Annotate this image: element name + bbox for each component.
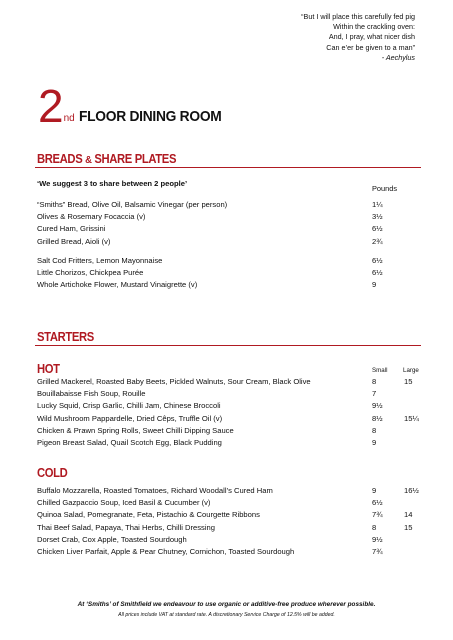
epigraph-quote (195, 12, 415, 63)
menu-item (37, 497, 427, 509)
menu-item-price: 6½ (372, 268, 383, 278)
menu-item-price: 3½ (372, 212, 383, 222)
menu-item-large-price: 14 (404, 510, 413, 520)
menu-item-small-price: 8 (372, 522, 377, 532)
menu-item-name: Olives & Rosemary Focaccia (v) (37, 212, 146, 222)
menu-item-name: Wild Mushroom Pappardelle, Dried Cêps, Truffle Oil (v) (37, 413, 223, 423)
cold-starters-list (37, 485, 427, 558)
menu-item (37, 437, 427, 449)
menu-item-name: Buffalo Mozzarella, Roasted Tomatoes, Richard Woodall’s Cured Ham (37, 486, 273, 495)
pounds-column-header: Pounds (372, 184, 398, 193)
menu-item-price: 9 (372, 280, 377, 290)
menu-item-name: Grilled Bread, Aioli (v) (37, 236, 111, 246)
menu-item-name: Dorset Crab, Cox Apple, Toasted Sourdough (37, 534, 187, 544)
menu-item (37, 425, 427, 437)
title-suffix: nd (63, 113, 75, 124)
menu-item (37, 546, 427, 558)
menu-item-name: Chicken Liver Parfait, Apple & Pear Chutney, Cornichon, Toasted Sourdough (37, 546, 295, 556)
menu-item-name: Pigeon Breast Salad, Quail Scotch Egg, Black Pudding (37, 437, 222, 447)
menu-item (37, 279, 427, 291)
page-title (38, 80, 234, 132)
quote-line: And, I pray, what nicer dish (328, 32, 415, 42)
quote-author: - Aechylus (381, 52, 415, 62)
menu-item (37, 522, 427, 534)
menu-item-small-price: 9½ (372, 401, 383, 411)
menu-item (37, 400, 427, 412)
hot-heading: HOT (37, 362, 60, 376)
menu-item-small-price: 9½ (372, 534, 383, 544)
quote-line: “But I will place this carefully fed pig (301, 12, 415, 21)
menu-item-large-price: 15 (404, 522, 413, 532)
breads-share-note: ‘We suggest 3 to share between 2 people’ (37, 179, 188, 188)
menu-item (37, 211, 427, 223)
menu-item-name: Little Chorizos, Chickpea Purée (37, 268, 144, 278)
menu-item-small-price: 7¾ (372, 510, 383, 520)
menu-item-small-price: 9 (372, 437, 377, 447)
menu-item-price: 1¼ (372, 200, 383, 209)
menu-item-large-price: 16½ (404, 486, 419, 495)
menu-item-name: Salt Cod Fritters, Lemon Mayonnaise (37, 256, 163, 265)
breads-list-2 (37, 255, 427, 292)
menu-item (37, 388, 427, 400)
quote-line: Can e’er be given to a man” (326, 42, 415, 52)
menu-item-small-price: 8½ (372, 413, 383, 423)
menu-item (37, 223, 427, 235)
menu-item-name: Whole Artichoke Flower, Mustard Vinaigrette (v) (37, 280, 198, 290)
menu-item-price: 6½ (372, 224, 383, 234)
menu-item-name: Quinoa Salad, Pomegranate, Feta, Pistachio & Courgette Ribbons (37, 510, 260, 520)
hot-starters-list (37, 376, 427, 449)
menu-item-name: Thai Beef Salad, Papaya, Thai Herbs, Chilli Dressing (37, 522, 215, 532)
menu-item-small-price: 9 (372, 486, 377, 495)
menu-item-small-price: 8 (372, 377, 377, 386)
menu-item-small-price: 7¾ (372, 546, 383, 556)
menu-item-name: Bouillabaisse Fish Soup, Rouille (37, 389, 146, 399)
menu-item-name: Chicken & Prawn Spring Rolls, Sweet Chilli Dipping Sauce (37, 425, 234, 435)
menu-item-small-price: 6½ (372, 498, 383, 508)
menu-item (37, 255, 427, 267)
menu-item-small-price: 7 (372, 389, 377, 399)
menu-item (37, 413, 427, 425)
menu-item-price: 6½ (372, 256, 383, 265)
menu-item (37, 267, 427, 279)
menu-item-name: “Smiths” Bread, Olive Oil, Balsamic Vinegar (per person) (37, 200, 228, 209)
menu-item (37, 199, 427, 211)
title-number: 2 (38, 80, 63, 132)
breads-heading: BREADS & SHARE PLATES (35, 152, 421, 168)
menu-item-price: 2¾ (372, 236, 383, 246)
menu-item (37, 509, 427, 521)
menu-item (37, 534, 427, 546)
quote-line: Within the crackling oven: (333, 22, 415, 32)
menu-item-name: Lucky Squid, Crisp Garlic, Chilli Jam, Chinese Broccoli (37, 401, 221, 411)
menu-item-large-price: 15 (404, 377, 413, 386)
menu-item-name: Cured Ham, Grissini (37, 224, 106, 234)
menu-item-name: Chilled Gazpaccio Soup, Iced Basil & Cucumber (v) (37, 498, 211, 508)
small-column-header: Small (372, 367, 388, 374)
menu-item (37, 485, 427, 497)
vat-service-note: All prices include VAT at standard rate. A discretionary Service Charge of 12.5% will be added. (118, 612, 335, 618)
title-text: FLOOR DINING ROOM (78, 108, 222, 125)
menu-item-small-price: 8 (372, 425, 377, 435)
menu-item-large-price: 15¼ (404, 413, 419, 423)
menu-item-name: Grilled Mackerel, Roasted Baby Beets, Pickled Walnuts, Sour Cream, Black Olive (37, 377, 311, 386)
breads-list-1 (37, 199, 427, 248)
starters-heading: STARTERS (35, 330, 421, 346)
cold-heading: COLD (37, 466, 68, 480)
organic-produce-note: At ‘Smiths’ of Smithfield we endeavour to use organic or additive-free produce wherever possible. (77, 601, 376, 608)
large-column-header: Large (403, 367, 419, 374)
menu-item (37, 236, 427, 248)
menu-item (37, 376, 427, 388)
